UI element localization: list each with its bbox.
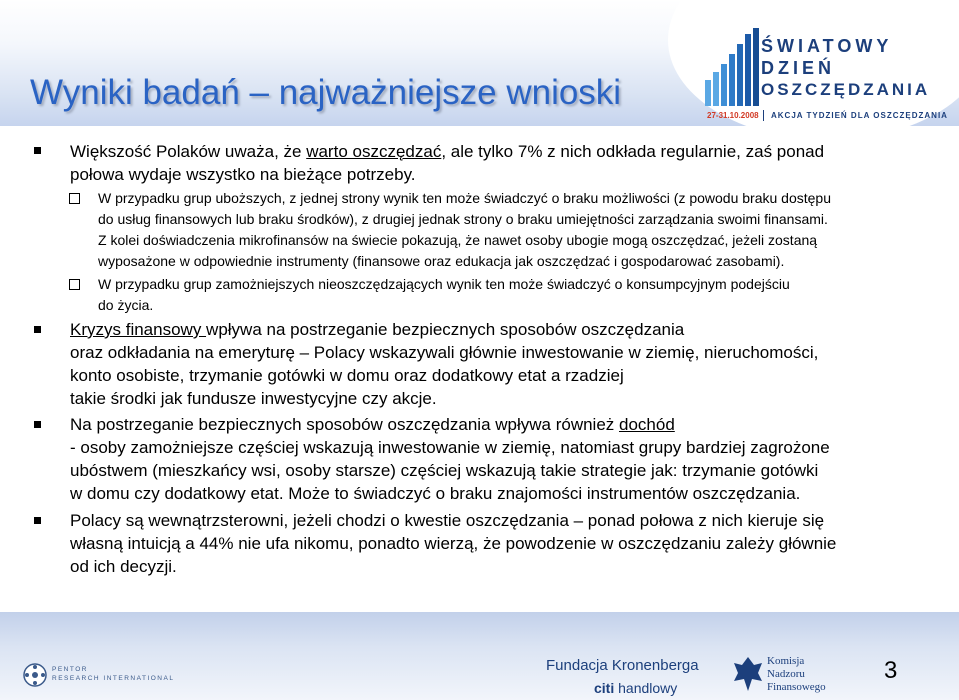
sub-bullet-1-line-3: Z kolei doświadczenia mikrofinansów na świecie pokazują, że nawet osoby ubogie mogą oszczędzać, jeżeli zostaną xyxy=(98,232,818,248)
bullet-1-line-2: połowa wydaje wszystko na bieżące potrzeby. xyxy=(70,165,416,184)
checkbox-bullet-icon xyxy=(69,279,80,290)
checkbox-bullet-icon xyxy=(69,193,80,204)
knf-logo-text: Komisja Nadzoru Finansowego xyxy=(767,655,826,693)
bullet-icon xyxy=(34,147,41,154)
sub-bullet-2-line-2: do życia. xyxy=(98,297,154,313)
sub-bullet-1-line-1: W przypadku grup uboższych, z jednej strony wynik ten może świadczyć o braku możliwości (z powodu braku dostępu xyxy=(98,190,831,206)
bullet-1-line-1: Większość Polaków uważa, że warto oszczędzać, ale tylko 7% z nich odkłada regularnie, zaś ponad xyxy=(70,142,825,161)
logo-line-2: DZIEŃ xyxy=(761,58,835,78)
sub-bullet-2-line-1: W przypadku grup zamożniejszych nieoszczędzających wynik ten może świadczyć o konsumpcyjnym podejściu xyxy=(98,276,790,292)
sub-bullet-1-line-4: wyposażone w odpowiednie instrumenty (finansowe oraz edukacja jak oszczędzać i gospodarować zasobami). xyxy=(98,253,785,269)
bullet-2-underlined: Kryzys finansowy xyxy=(70,320,207,339)
bullet-3-line-4: w domu czy dodatkowy etat. Może to świadczyć o braku znajomości instrumentów oszczędzania. xyxy=(70,484,801,503)
slide-title: Wyniki badań – najważniejsze wnioski xyxy=(30,73,622,112)
knf-eagle-icon xyxy=(732,655,764,693)
bullet-1-underlined: warto oszczędzać xyxy=(306,142,442,161)
bullet-4-line-1: Polacy są wewnątrzsterowni, jeżeli chodzi o kwestie oszczędzania – ponad połowa z nich kieruje się xyxy=(70,511,825,530)
bullet-3-underlined: dochód xyxy=(619,415,675,434)
bullet-icon xyxy=(34,421,41,428)
logo-divider xyxy=(763,110,764,121)
pentor-logo-icon xyxy=(22,662,48,688)
logo-line-1: ŚWIATOWY xyxy=(761,36,893,56)
logo-line-3: OSZCZĘDZANIA xyxy=(761,80,931,99)
fundacja-kronenberga-logo: Fundacja Kronenberga xyxy=(546,657,699,674)
bullet-icon xyxy=(34,517,41,524)
bullet-3-line-1: Na postrzeganie bezpiecznych sposobów oszczędzania wpływa również dochód xyxy=(70,415,675,434)
bullet-2-line-2: oraz odkładania na emeryturę – Polacy wskazywali głównie inwestowanie w ziemię, nieruchomości, xyxy=(70,343,819,362)
bar-chart-icon xyxy=(703,28,763,108)
bullet-4-line-3: od ich decyzji. xyxy=(70,557,177,576)
bullet-2-line-1: Kryzys finansowy wpływa na postrzeganie bezpiecznych sposobów oszczędzania xyxy=(70,320,685,339)
bullet-2-line-4: takie środki jak fundusze inwestycyjne czy akcje. xyxy=(70,389,437,408)
bullet-icon xyxy=(34,326,41,333)
bullet-4-line-2: własną intuicją a 44% nie ufa nikomu, ponadto wierzą, że powodzenie w oszczędzaniu zależy głównie xyxy=(70,534,837,553)
bullet-3-line-3: ubóstwem (mieszkańcy wsi, osoby starsze) częściej wskazują takie strategie jak: trzymanie gotówki xyxy=(70,461,819,480)
citi-handlowy-logo: citi handlowy xyxy=(594,680,678,696)
bullet-3-line-2: - osoby zamożniejsze częściej wskazują inwestowanie w ziemię, natomiast grupy bardziej zagrożone xyxy=(70,438,830,457)
sub-bullet-1-line-2: do usług finansowych lub braku środków), z drugiej jednak strony o braku umiejętności zarządzania swoimi finansami. xyxy=(98,211,828,227)
logo-tagline: AKCJA TYDZIEŃ DLA OSZCZĘDZANIA xyxy=(771,111,948,120)
pentor-logo-text: PENTOR RESEARCH INTERNATIONAL xyxy=(52,666,175,682)
page-number: 3 xyxy=(884,657,898,684)
swiatowy-dzien-oszczedzania-logo xyxy=(703,28,953,128)
bullet-2-line-3: konto osobiste, trzymanie gotówki w domu oraz dodatkowy etat a rzadziej xyxy=(70,366,624,385)
logo-dates: 27-31.10.2008 xyxy=(707,111,759,120)
